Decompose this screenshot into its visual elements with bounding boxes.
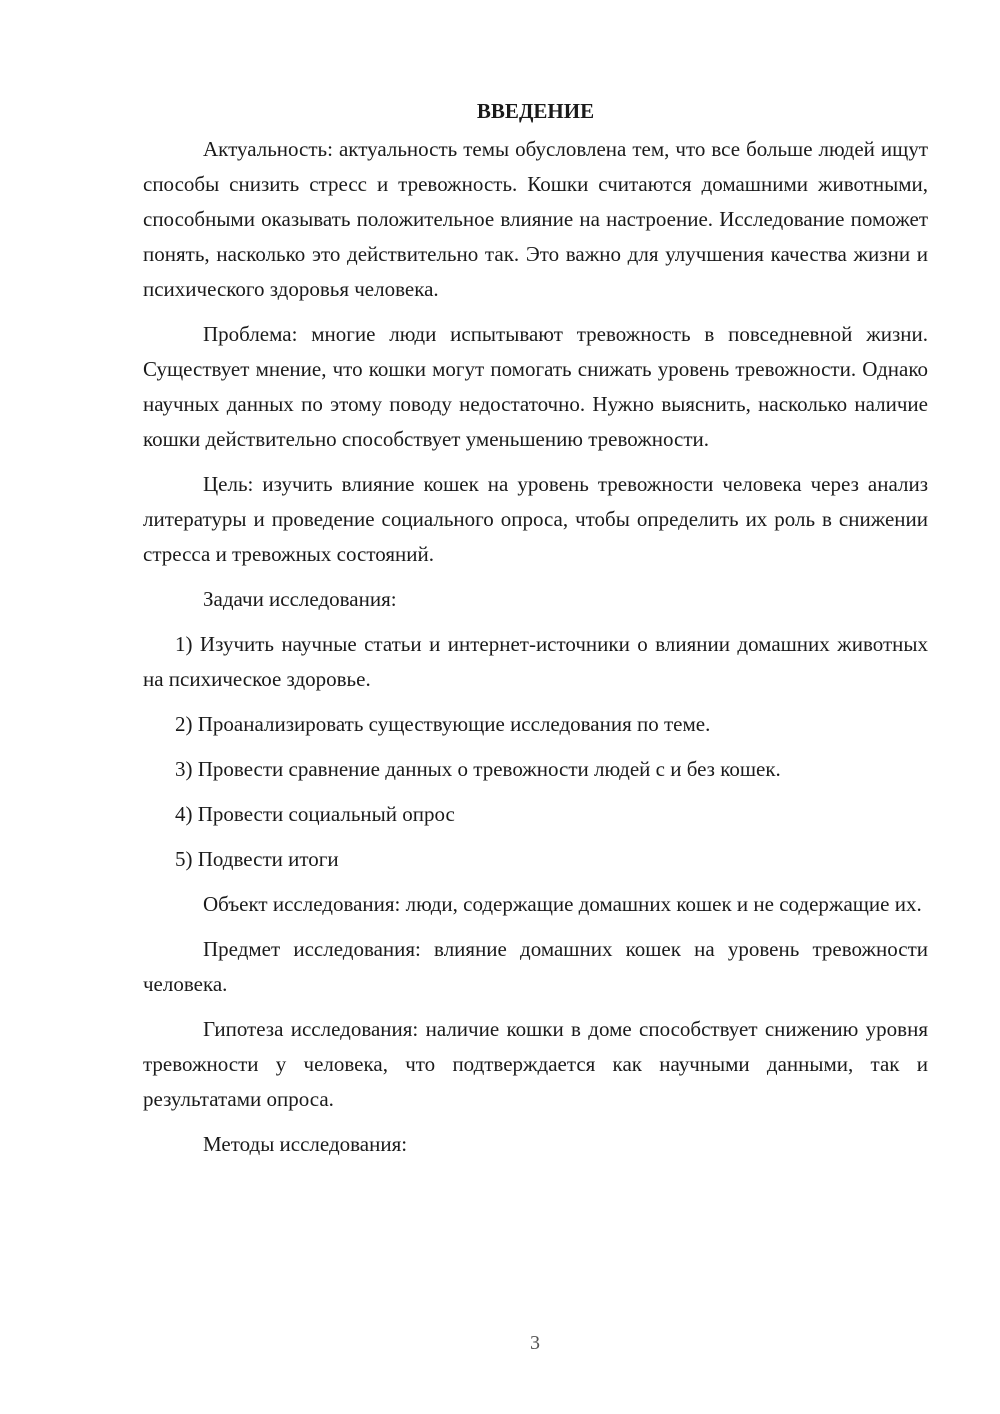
paragraph-problem: Проблема: многие люди испытывают тревожность в повседневной жизни. Существует мнение, что кошки могут помогать снижать уровень тревожности. Однако научных данных по этому поводу недостаточно. Нужно выяснить, насколько наличие кошки действительно способствует уменьшению тревожности. xyxy=(143,322,928,451)
paragraph-tasks-heading: Задачи исследования: xyxy=(203,587,397,611)
paragraph-goal: Цель: изучить влияние кошек на уровень тревожности человека через анализ литературы и проведение социального опроса, чтобы определить их роль в снижении стресса и тревожных состояний. xyxy=(143,472,928,566)
task-item-1: 1) Изучить научные статьи и интернет-источники о влиянии домашних животных на психическое здоровье. xyxy=(143,632,928,691)
paragraph-subject: Предмет исследования: влияние домашних кошек на уровень тревожности человека. xyxy=(143,937,928,996)
page-title: ВВЕДЕНИЕ xyxy=(476,99,595,123)
paragraph-hypothesis: Гипотеза исследования: наличие кошки в доме способствует снижению уровня тревожности у человека, что подтверждается как научными данными, так и результатами опроса. xyxy=(143,1017,928,1111)
task-item-3: 3) Провести сравнение данных о тревожности людей с и без кошек. xyxy=(175,757,781,781)
task-item-4: 4) Провести социальный опрос xyxy=(175,802,455,826)
paragraph-relevance: Актуальность: актуальность темы обусловлена тем, что все больше людей ищут способы снизить стресс и тревожность. Кошки считаются домашними животными, способными оказывать положительное влияние на настроение. Исследование поможет понять, насколько это действительно так. Это важно для улучшения качества жизни и психического здоровья человека. xyxy=(143,137,928,301)
paragraph-methods-heading: Методы исследования: xyxy=(203,1132,408,1156)
paragraph-object: Объект исследования: люди, содержащие домашних кошек и не содержащие их. xyxy=(203,892,922,916)
task-item-2: 2) Проанализировать существующие исследования по теме. xyxy=(175,712,711,736)
document-page xyxy=(143,96,928,1172)
page-number: 3 xyxy=(530,1332,540,1354)
task-item-5: 5) Подвести итоги xyxy=(175,847,339,871)
